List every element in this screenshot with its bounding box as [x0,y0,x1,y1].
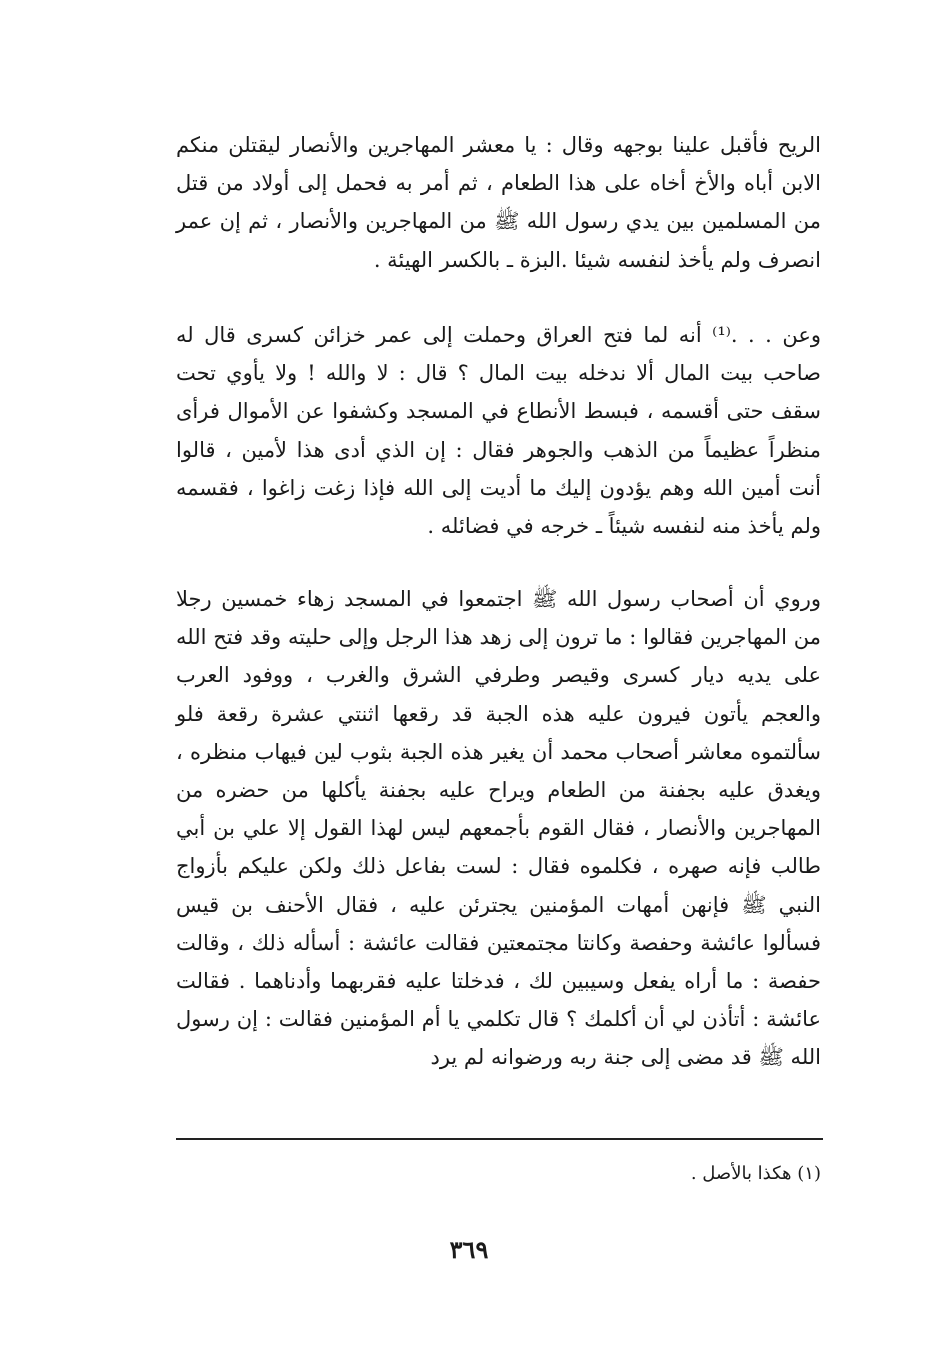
paragraph-1: الريح فأقبل علينا بوجهه وقال : يا معشر المهاجرين والأنصار ليقتلن منكم الابن أباه والأخ أخاه على هذا الطعام ، ثم أمر به فحمل إلى أولاد من قتل من المسلمين بين يدي رسول الله ﷺ من المهاجرين والأنصار ، ثم إن عمر انصرف ولم يأخذ لنفسه شيئا .البزة ـ بالكسر الهيئة . [176,133,821,272]
footnote: (١) هكذا بالأصل . [690,1163,821,1184]
footnote-separator [176,1138,823,1140]
paragraph-2: وعن . . .⁽¹⁾ أنه لما فتح العراق وحملت إلى عمر خزائن كسرى قال له صاحب بيت المال ألا ندخله بيت المال ؟ قال : لا والله ! ولا يأوي تحت سقف حتى أقسمه ، فبسط الأنطاع في المسجد وكشفوا عن الأموال فرأى منظراً عظيماً من الذهب والجوهر فقال : إن الذي أدى هذا لأمين ، قالوا أنت أمين الله وهم يؤدون إليك ما أديت إلى الله فإذا زغت زاغوا ، فقسمه ولم يأخذ منه لنفسه شيئاً ـ خرجه في فضائله . [176,323,821,539]
paragraph-3: وروي أن أصحاب رسول الله ﷺ اجتمعوا في المسجد زهاء خمسين رجلا من المهاجرين فقالوا : ما ترون إلى زهد هذا الرجل وإلى حليته وقد فتح الله على يديه ديار كسرى وقيصر وطرفي الشرق والغرب ، ووفود العرب والعجم يأتون فيرون عليه هذه الجبة قد رقعها اثنتي عشرة رقعة فلو سألتموه معاشر أصحاب محمد أن يغير هذه الجبة بثوب لين فيهاب منظره ، ويغدق عليه بجفنة من الطعام ويراح عليه بجفنة يأكلها من حضره من المهاجرين والأنصار ، فقال القوم بأجمعهم ليس لهذا القول إلا علي بن أبي طالب فإنه صهره ، فكلموه فقال : لست بفاعل ذلك ولكن عليكم بأزواج النبي ﷺ فإنهن أمهات المؤمنين يجترئن عليه ، فقال الأحنف بن قيس فسألوا عائشة وحفصة وكانتا مجتمعتين فقالت عائشة : أسأله ذلك ، وقالت حفصة : ما أراه يفعل وسيبين لك ، فدخلتا عليه فقربهما وأدناهما . فقالت عائشة : أتأذن لي أن أكلمك ؟ قال تكلمي يا أم المؤمنين فقالت : إن رسول الله ﷺ قد مضى إلى جنة ربه ورضوانه لم يرد [176,587,821,1070]
page-number: ٣٦٩ [449,1235,489,1264]
